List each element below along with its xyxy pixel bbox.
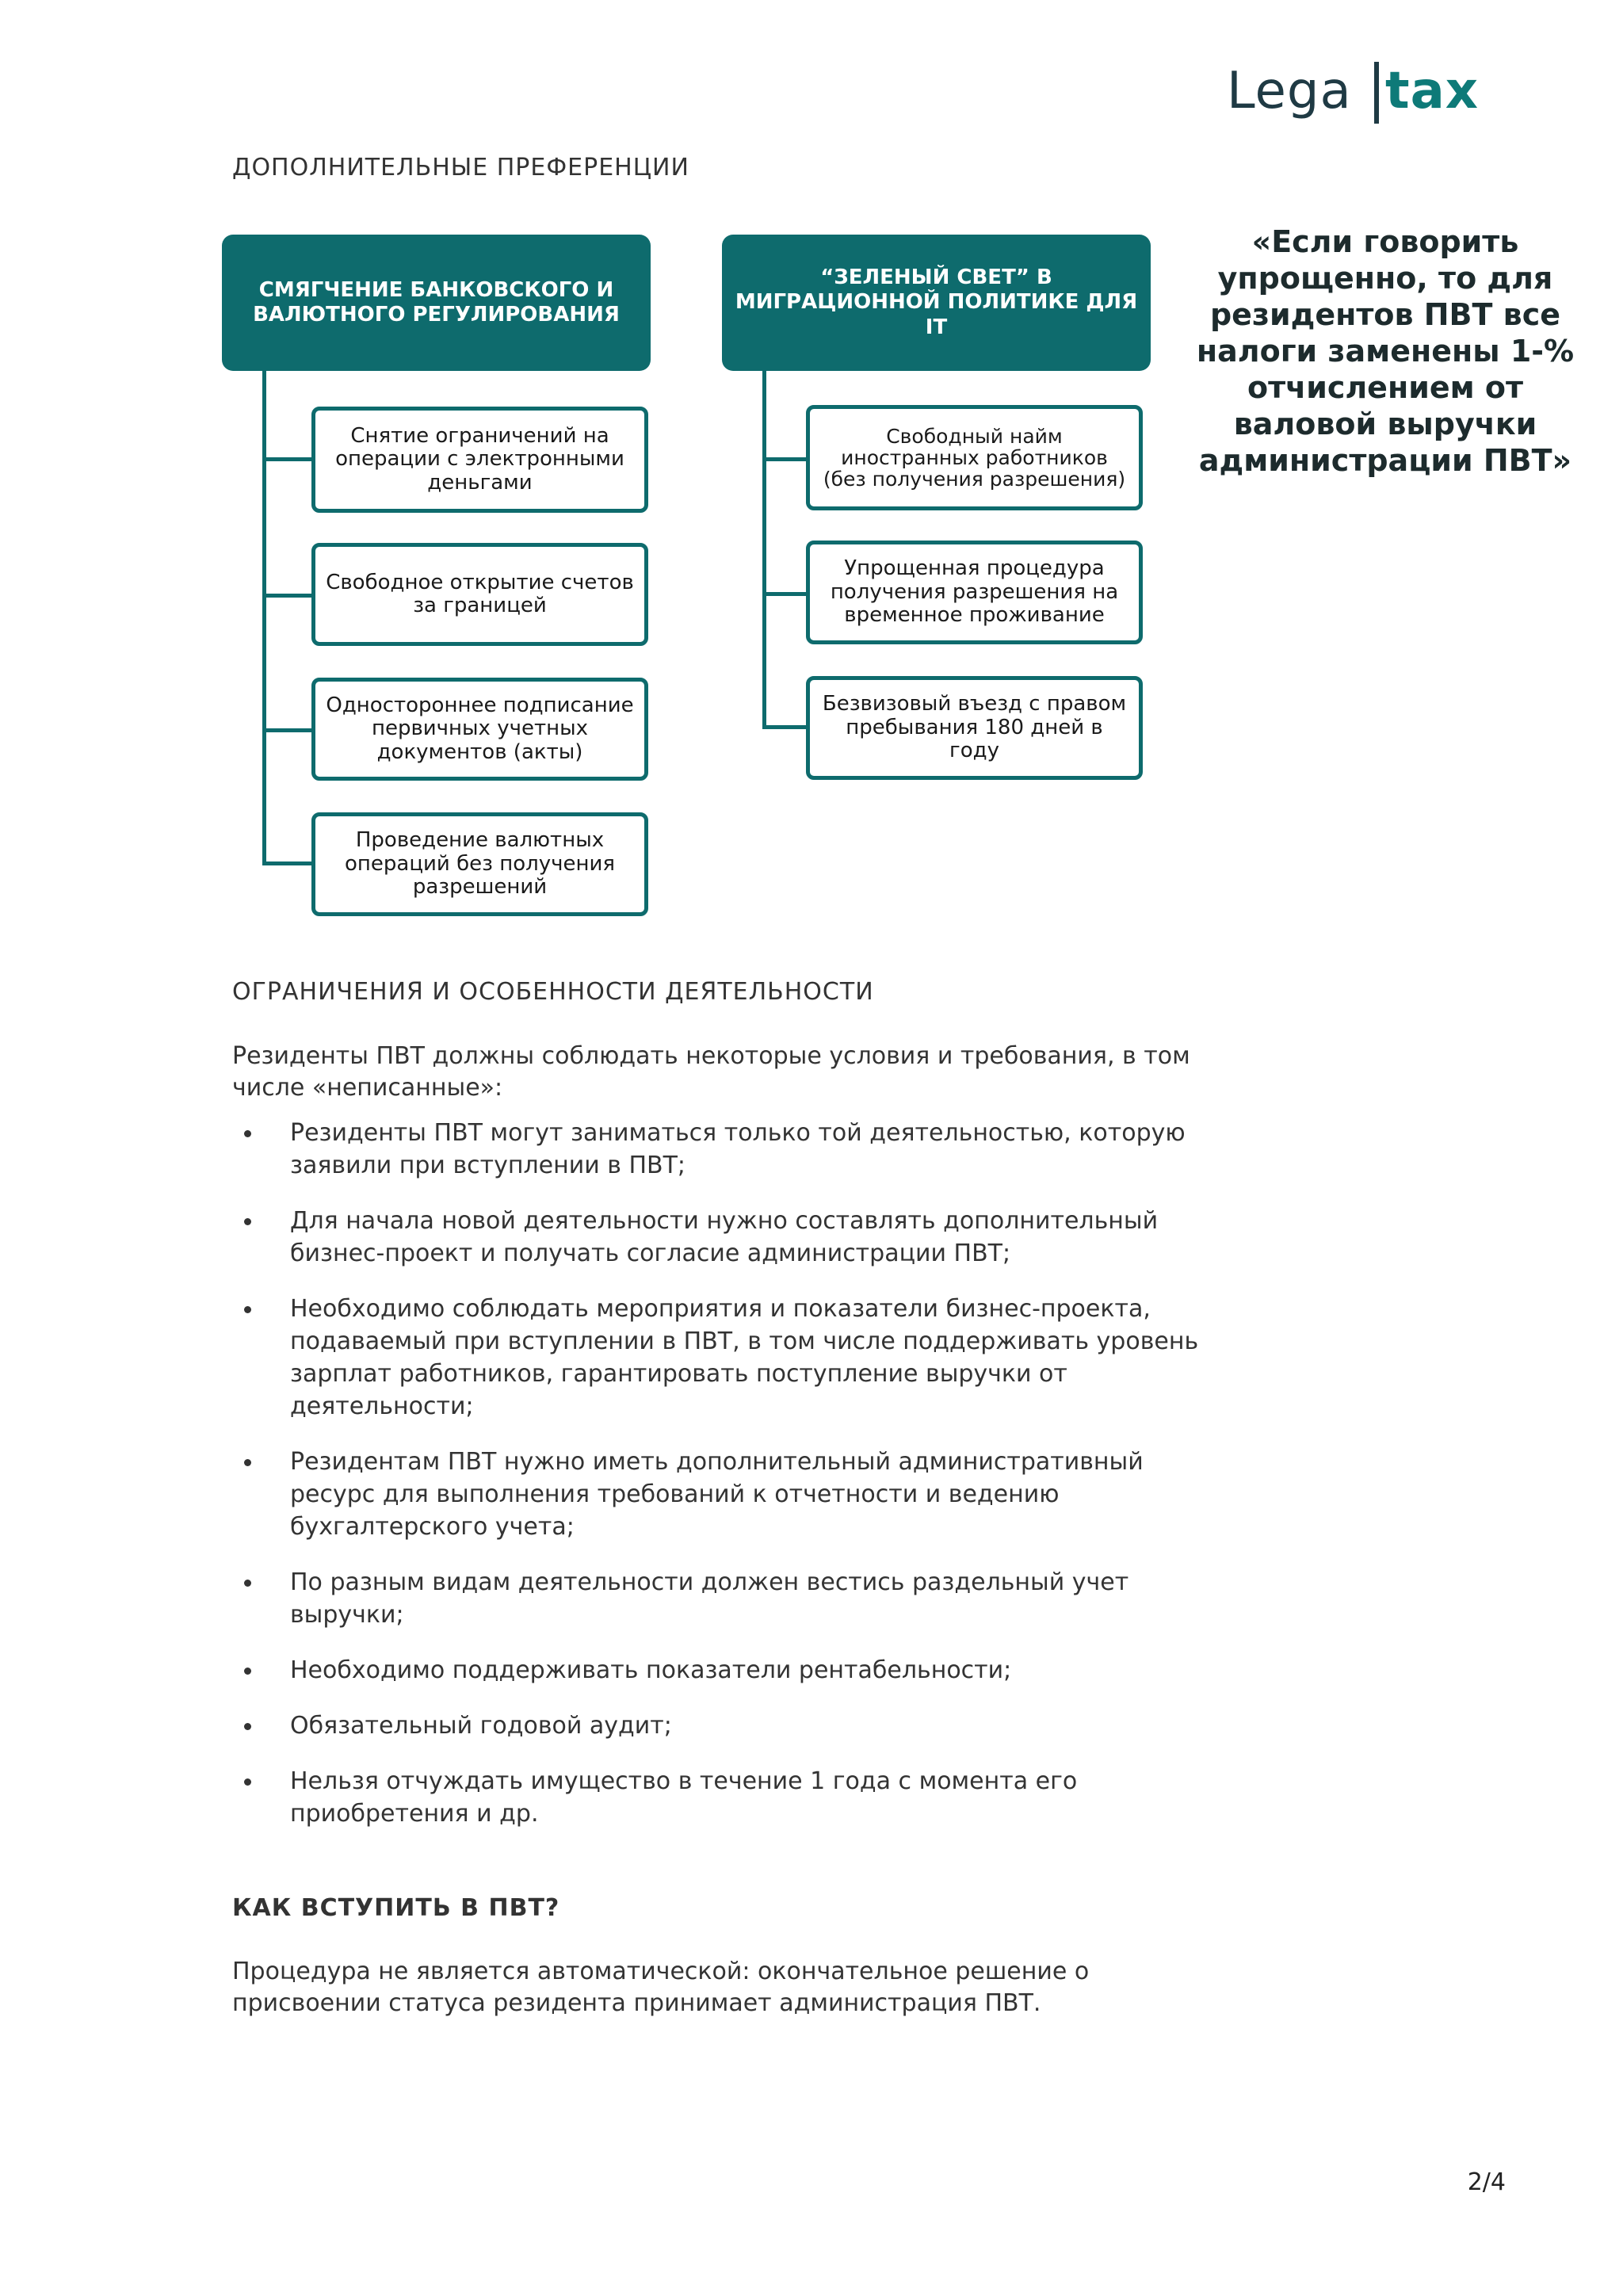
pull-quote: «Если говорить упрощенно, то для резидентов ПВТ все налоги заменены 1-% отчислением от валовой выручки администрации ПВТ» xyxy=(1196,224,1575,478)
left-item-unilateral-signing: Одностороннее подписание первичных учетных документов (акты) xyxy=(311,678,648,781)
list-item xyxy=(232,1654,1207,1687)
banking-regulation-header: СМЯГЧЕНИЕ БАНКОВСКОГО И ВАЛЮТНОГО РЕГУЛИРОВАНИЯ xyxy=(222,235,651,371)
bullet-dot xyxy=(244,1218,251,1225)
list-item xyxy=(232,1205,1207,1270)
logo-divider xyxy=(1374,62,1379,124)
limitations-intro: Резиденты ПВТ должны соблюдать некоторые условия и требования, в том числе «неписанные»: xyxy=(232,1042,1190,1102)
left-connector-3 xyxy=(262,728,313,732)
right-connector-1 xyxy=(762,457,808,461)
left-connector-1 xyxy=(262,457,313,461)
list-item xyxy=(232,1710,1207,1742)
bullet-dot xyxy=(244,1459,251,1466)
list-item-text: По разным видам деятельности должен вестись раздельный учет выручки; xyxy=(290,1568,1129,1629)
left-item-electronic-money: Снятие ограничений на операции с электронными деньгами xyxy=(311,407,648,513)
left-connector-2 xyxy=(262,594,313,598)
join-text: Процедура не является автоматической: окончательное решение о присвоении статуса резидента принимает администрация ПВТ. xyxy=(232,1958,1090,2017)
list-item xyxy=(232,1293,1207,1423)
preferences-title: ДОПОЛНИТЕЛЬНЫЕ ПРЕФЕРЕНЦИИ xyxy=(232,154,689,181)
left-connector-4 xyxy=(262,861,313,865)
right-connector-2 xyxy=(762,592,808,596)
bullet-dot xyxy=(244,1130,251,1137)
right-item-visa-free: Безвизовый въезд с правом пребывания 180 дней в году xyxy=(806,676,1143,780)
page-number: 2/4 xyxy=(1467,2168,1506,2196)
list-item xyxy=(232,1765,1207,1830)
right-tree-trunk xyxy=(762,371,766,729)
legaltax-logo xyxy=(1227,57,1512,128)
left-tree-trunk xyxy=(262,371,266,865)
list-item xyxy=(232,1446,1207,1543)
limitations-list xyxy=(232,1117,1207,1853)
bullet-dot xyxy=(244,1306,251,1313)
bullet-dot xyxy=(244,1723,251,1730)
join-title: КАК ВСТУПИТЬ В ПВТ? xyxy=(232,1894,560,1922)
list-item xyxy=(232,1566,1207,1631)
list-item-text: Резиденты ПВТ могут заниматься только той деятельностью, которую заявили при вступлении в ПВТ; xyxy=(290,1119,1186,1179)
logo-text-tax: tax xyxy=(1385,62,1480,120)
migration-policy-header: “ЗЕЛЕНЫЙ СВЕТ” В МИГРАЦИОННОЙ ПОЛИТИКЕ ДЛЯ IT xyxy=(722,235,1151,371)
right-item-foreign-hiring: Свободный найм иностранных работников (без получения разрешения) xyxy=(806,405,1143,510)
left-item-foreign-accounts: Свободное открытие счетов за границей xyxy=(311,543,648,646)
left-item-currency-operations: Проведение валютных операций без получения разрешений xyxy=(311,812,648,916)
bullet-dot xyxy=(244,1580,251,1587)
list-item-text: Резидентам ПВТ нужно иметь дополнительный административный ресурс для выполнения требований к отчетности и ведению бухгалтерского учета; xyxy=(290,1448,1144,1541)
list-item-text: Необходимо поддерживать показатели рентабельности; xyxy=(290,1656,1012,1684)
limitations-title: ОГРАНИЧЕНИЯ И ОСОБЕННОСТИ ДЕЯТЕЛЬНОСТИ xyxy=(232,978,874,1006)
bullet-dot xyxy=(244,1778,251,1786)
list-item-text: Нельзя отчуждать имущество в течение 1 года с момента его приобретения и др. xyxy=(290,1767,1078,1828)
right-connector-3 xyxy=(762,725,808,729)
list-item-text: Необходимо соблюдать мероприятия и показатели бизнес-проекта, подаваемый при вступлении в ПВТ, в том числе поддерживать уровень зарплат работников, гарантировать поступление выручки от деятельности; xyxy=(290,1295,1199,1420)
logo-text-lega: Lega xyxy=(1227,62,1352,120)
list-item-text: Для начала новой деятельности нужно составлять дополнительный бизнес-проект и получать согласие администрации ПВТ; xyxy=(290,1207,1159,1267)
right-item-residence-permit: Упрощенная процедура получения разрешения на временное проживание xyxy=(806,541,1143,644)
list-item-text: Обязательный годовой аудит; xyxy=(290,1712,672,1740)
list-item xyxy=(232,1117,1207,1182)
bullet-dot xyxy=(244,1668,251,1675)
